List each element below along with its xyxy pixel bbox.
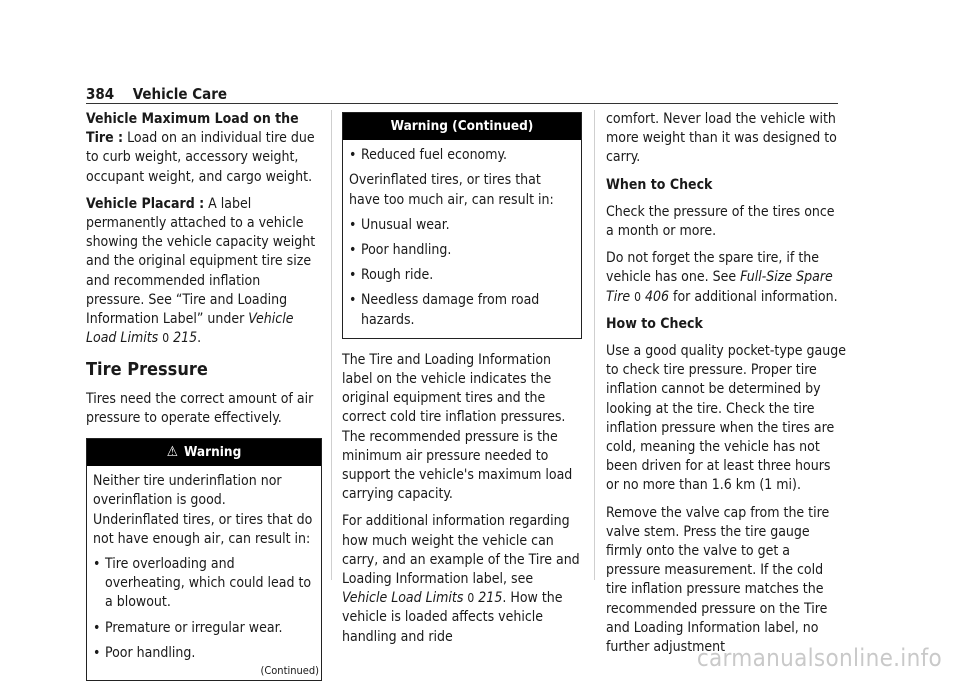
term: Vehicle Placard : xyxy=(86,195,205,212)
paragraph: Use a good quality pocket-type gauge to check tire pressure. Proper tire inflation cannot be determined by looking at the tire. Check the tire inflation pressure when the tires are cold, meaning the vehicle has not been driven for at least three hours or no more than 1.6 km (1 mi). xyxy=(606,343,846,494)
list-item: • Premature or irregular wear. xyxy=(93,619,313,638)
continued-label: (Continued) xyxy=(260,664,319,678)
warning-body xyxy=(343,140,581,338)
definition-placard xyxy=(86,195,322,349)
xref-link[interactable]: Vehicle Load Limits xyxy=(342,590,464,607)
list-item: • Unusual wear. xyxy=(349,216,573,235)
xref-link[interactable]: Vehicle Load Limits xyxy=(86,311,294,347)
section-heading: Tire Pressure xyxy=(86,359,208,381)
xref-arrow-icon: 0 xyxy=(162,331,170,346)
xref-page[interactable]: 215 xyxy=(478,590,503,607)
paragraph: comfort. Never load the vehicle with more weight than it was designed to carry. xyxy=(606,111,837,166)
warning-box-continued xyxy=(342,112,582,339)
column-1 xyxy=(86,110,322,681)
paragraph xyxy=(342,512,582,646)
definition-text: Load on an individual tire due to curb weight, accessory weight, occupant weight, and cargo weight. xyxy=(86,130,315,185)
watermark: carmanualsonline.info xyxy=(696,644,942,672)
warning-body xyxy=(87,466,321,680)
paragraph-text: . How the vehicle is loaded affects vehicle handling and ride xyxy=(342,590,563,645)
warning-title: Warning xyxy=(184,444,242,461)
warning-text: Overinflated tires, or tires that have too much air, can result in: xyxy=(349,172,554,208)
paragraph: The Tire and Loading Information label on the vehicle indicates the original equipment tires and the correct cold tire inflation pressures. The recommended pressure is the minimum air pressure needed to support the vehicle's maximum load carrying capacity. xyxy=(342,351,573,503)
paragraph xyxy=(606,249,846,307)
warning-triangle-icon: ⚠ xyxy=(166,444,179,461)
list-item: • Rough ride. xyxy=(349,266,573,285)
subheading-when-to-check: When to Check xyxy=(606,176,713,193)
subheading-how-to-check: How to Check xyxy=(606,315,703,332)
intro-paragraph: Tires need the correct amount of air pressure to operate effectively. xyxy=(86,390,314,426)
paragraph: Check the pressure of the tires once a month or more. xyxy=(606,203,835,240)
xref-page[interactable]: 406 xyxy=(645,288,670,305)
page-number: 384 xyxy=(86,85,115,103)
xref-page[interactable]: 215 xyxy=(173,330,198,347)
paragraph: Remove the valve cap from the tire valve stem. Press the tire gauge firmly onto the valve to get a pressure measurement. If the cold tire inflation pressure matches the recommended pressure on the Tire and Loading Information label, no further adjustment xyxy=(606,504,830,656)
paragraph-text: For additional information regarding how much weight the vehicle can carry, and an example of the Tire and Loading Information label, see xyxy=(342,513,580,588)
column-divider xyxy=(331,110,332,580)
list-item: • Needless damage from road hazards. xyxy=(349,291,573,329)
header-rule xyxy=(86,103,838,104)
list-item: • Tire overloading and overheating, which could lead to a blowout. xyxy=(93,555,313,613)
page-header xyxy=(86,84,838,103)
warning-bullets xyxy=(349,216,573,330)
term: Vehicle Maximum Load on the Tire : xyxy=(86,111,299,147)
definition-max-load xyxy=(86,110,322,187)
warning-text: Neither tire underinflation nor overinflation is good. Underinflated tires, or tires that do not have enough air, can result in: xyxy=(93,473,313,547)
definition-text: A label permanently attached to a vehicle showing the vehicle capacity weight and the original equipment tire size and recommended inflation pressure. See “Tire and Loading Information Label” under xyxy=(86,195,316,328)
warning-bullets xyxy=(349,146,573,165)
paragraph-text: Do not forget the spare tire, if the vehicle has one. See xyxy=(606,250,819,286)
warning-box xyxy=(86,438,322,681)
paragraph-text: for additional information. xyxy=(669,288,838,305)
list-item: • Reduced fuel economy. xyxy=(349,146,573,165)
column-2 xyxy=(342,110,582,655)
column-divider xyxy=(594,110,595,580)
xref-arrow-icon: 0 xyxy=(634,289,641,304)
section-title: Vehicle Care xyxy=(132,85,228,103)
xref-link[interactable]: Full-Size Spare Tire xyxy=(606,269,833,305)
warning-header: Warning (Continued) xyxy=(343,113,581,140)
list-item: • Poor handling. xyxy=(349,241,573,260)
warning-bullets xyxy=(93,555,313,663)
warning-header xyxy=(87,439,321,466)
punctuation: . xyxy=(197,330,202,347)
xref-arrow-icon: 0 xyxy=(467,591,475,606)
column-3 xyxy=(606,110,846,665)
list-item: • Poor handling. xyxy=(93,644,313,663)
